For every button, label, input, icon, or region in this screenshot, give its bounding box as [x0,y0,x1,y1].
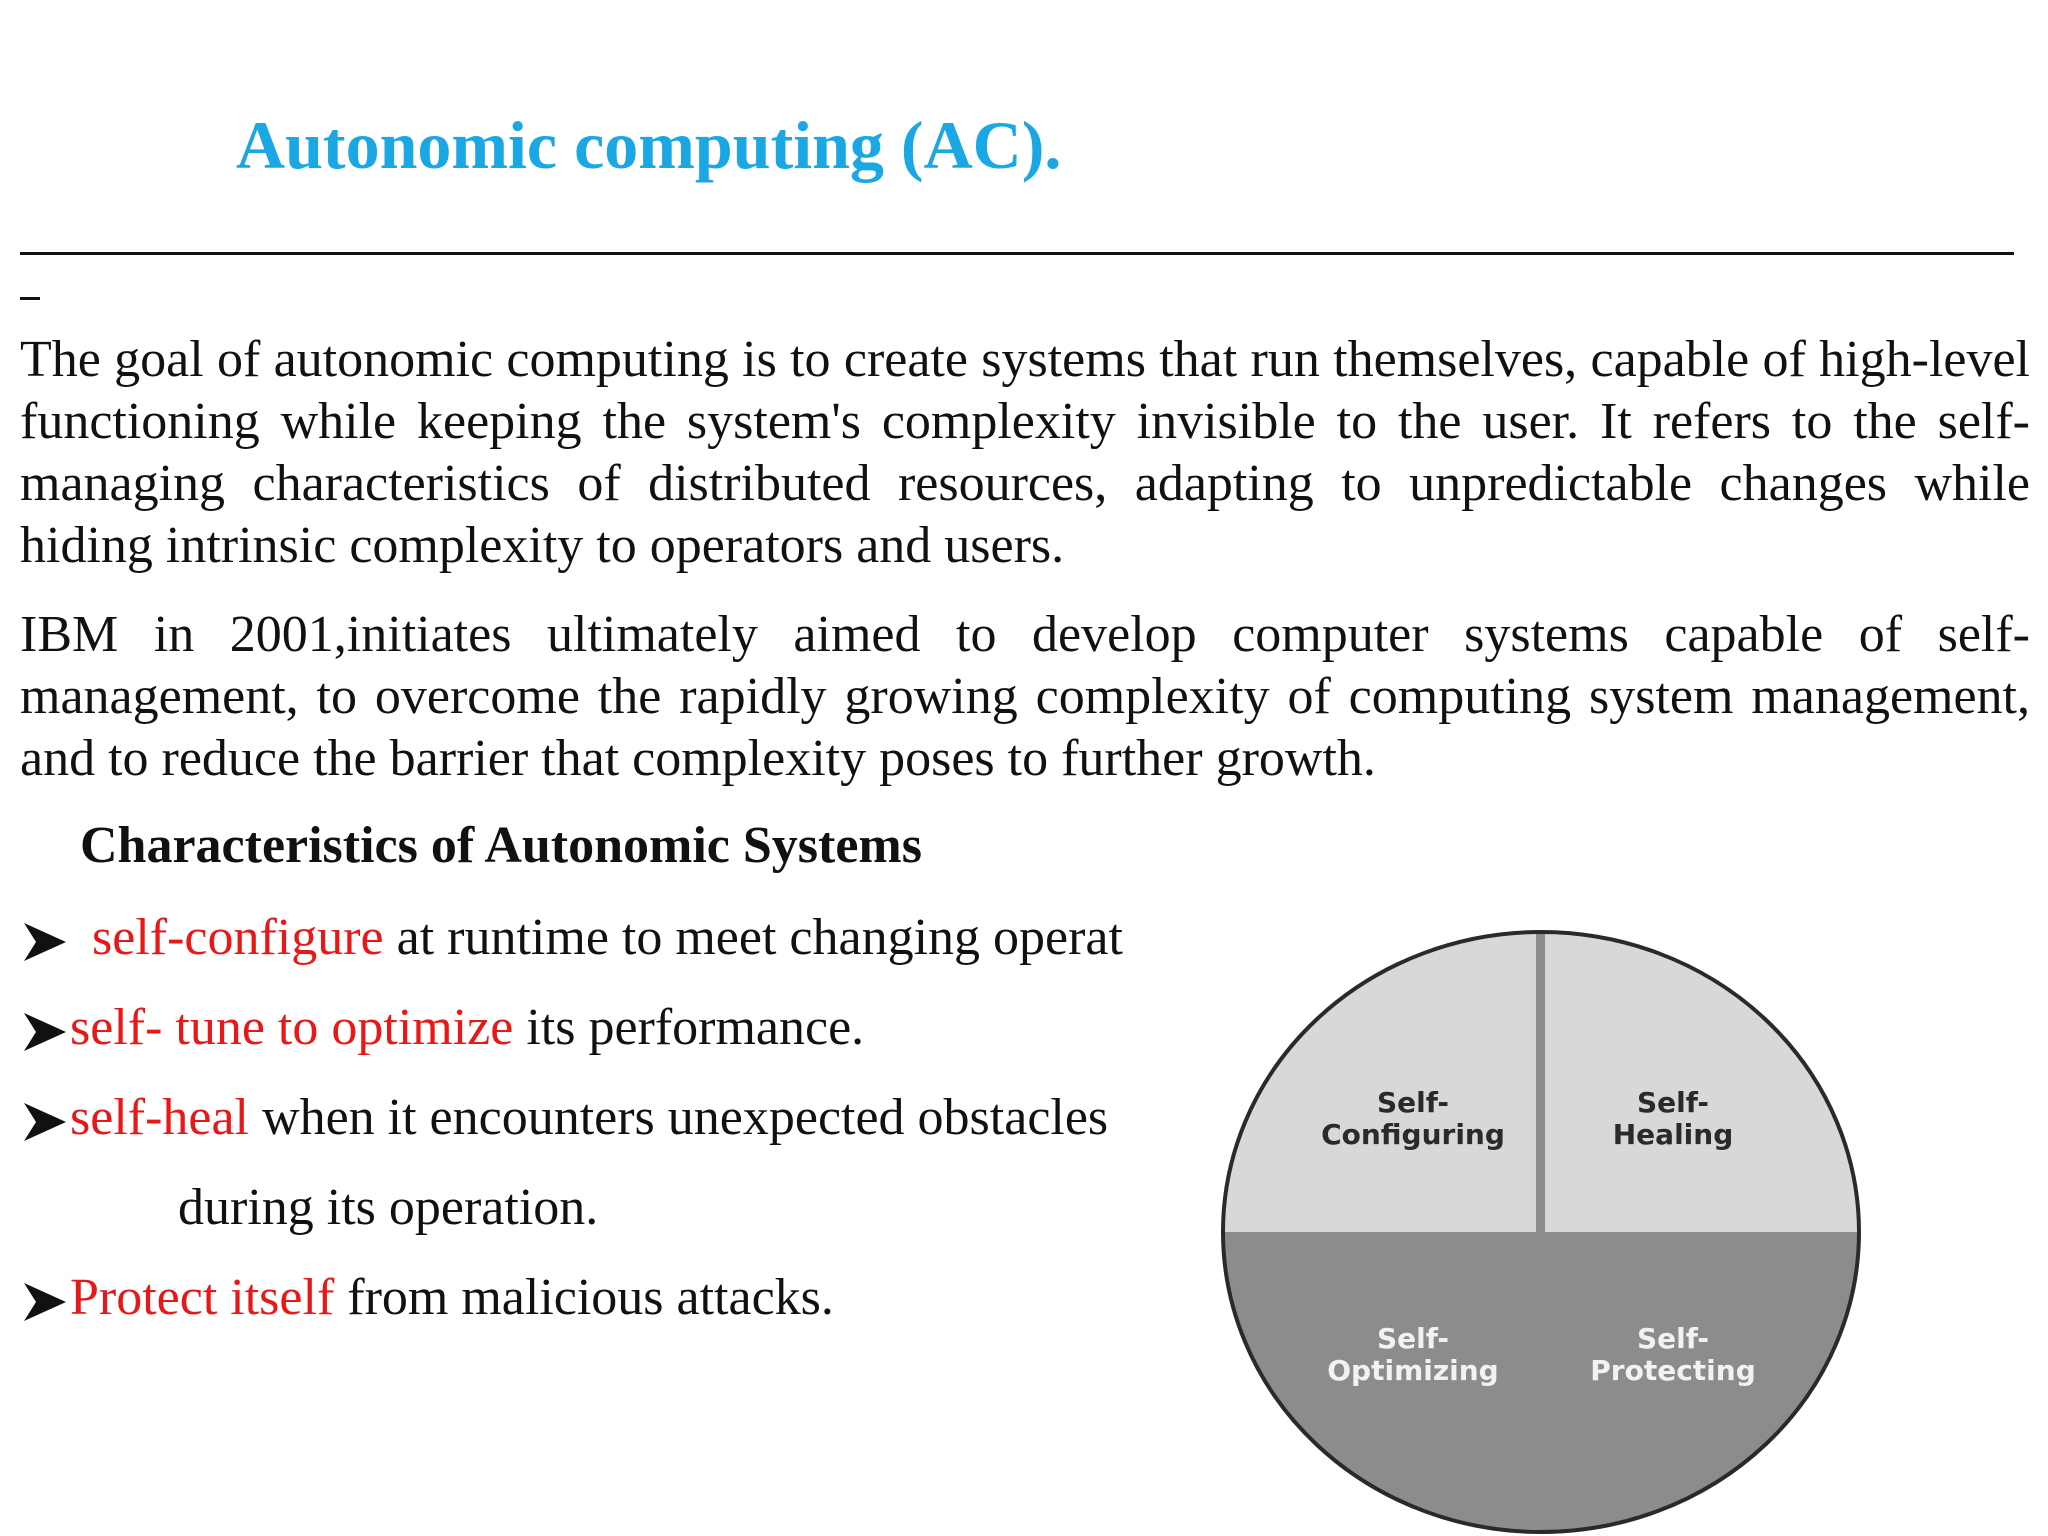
slide-title: Autonomic computing (AC). [236,107,1062,183]
quadrant-label: Self- [1376,1322,1450,1355]
bullet-text: when it encounters unexpected obstacles [249,1089,1109,1146]
bullet-highlight: self-configure [92,909,384,966]
quadrant-label: Optimizing [1327,1354,1499,1387]
arrow-bullet-icon [20,919,70,965]
bottom-half-region [1218,1232,1864,1536]
divider-stub [20,297,40,300]
characteristics-heading: Characteristics of Autonomic Systems [80,817,922,874]
bullet-continuation: during its operation. [178,1179,599,1236]
bullet-self-heal [20,1087,1108,1149]
quadrant-label: Self- [1376,1086,1450,1119]
bullet-text: its performance. [513,999,865,1056]
quadrant-label: Self- [1636,1086,1710,1119]
quadrant-label: Configuring [1321,1118,1505,1151]
bullet-text: at runtime to meet changing operat [383,909,1123,966]
autonomic-quadrant-diagram [1218,928,1864,1536]
bullet-self-configure [20,907,1123,969]
bullet-self-tune [20,997,864,1059]
arrow-bullet-icon [20,1099,70,1145]
arrow-bullet-icon [20,1279,70,1325]
bullet-highlight: Protect itself [70,1269,335,1326]
paragraph-ibm: IBM in 2001,initiates ultimately aimed to develop computer systems capable of self-management, to overcome the rapidly growing complexity of computing system management, and to reduce the barrier that complexity poses to further growth. [20,606,2030,787]
bullet-protect-itself [20,1267,834,1329]
quadrant-label: Healing [1612,1118,1734,1151]
bullet-text: from malicious attacks. [334,1269,834,1326]
paragraph-goal: The goal of autonomic computing is to create systems that run themselves, capable of high-level functioning while keeping the system's complexity invisible to the user. It refers to the self-managing characteristics of distributed resources, adapting to unpredictable changes while hiding intrinsic complexity to operators and users. [20,331,2030,574]
quadrant-label: Self- [1636,1322,1710,1355]
title-divider [20,252,2014,255]
bullet-highlight: self- tune to optimize [70,999,514,1056]
quadrant-divider [1536,928,1545,1232]
bullet-highlight: self-heal [70,1089,250,1146]
quadrant-label: Protecting [1590,1354,1756,1387]
arrow-bullet-icon [20,1009,70,1055]
